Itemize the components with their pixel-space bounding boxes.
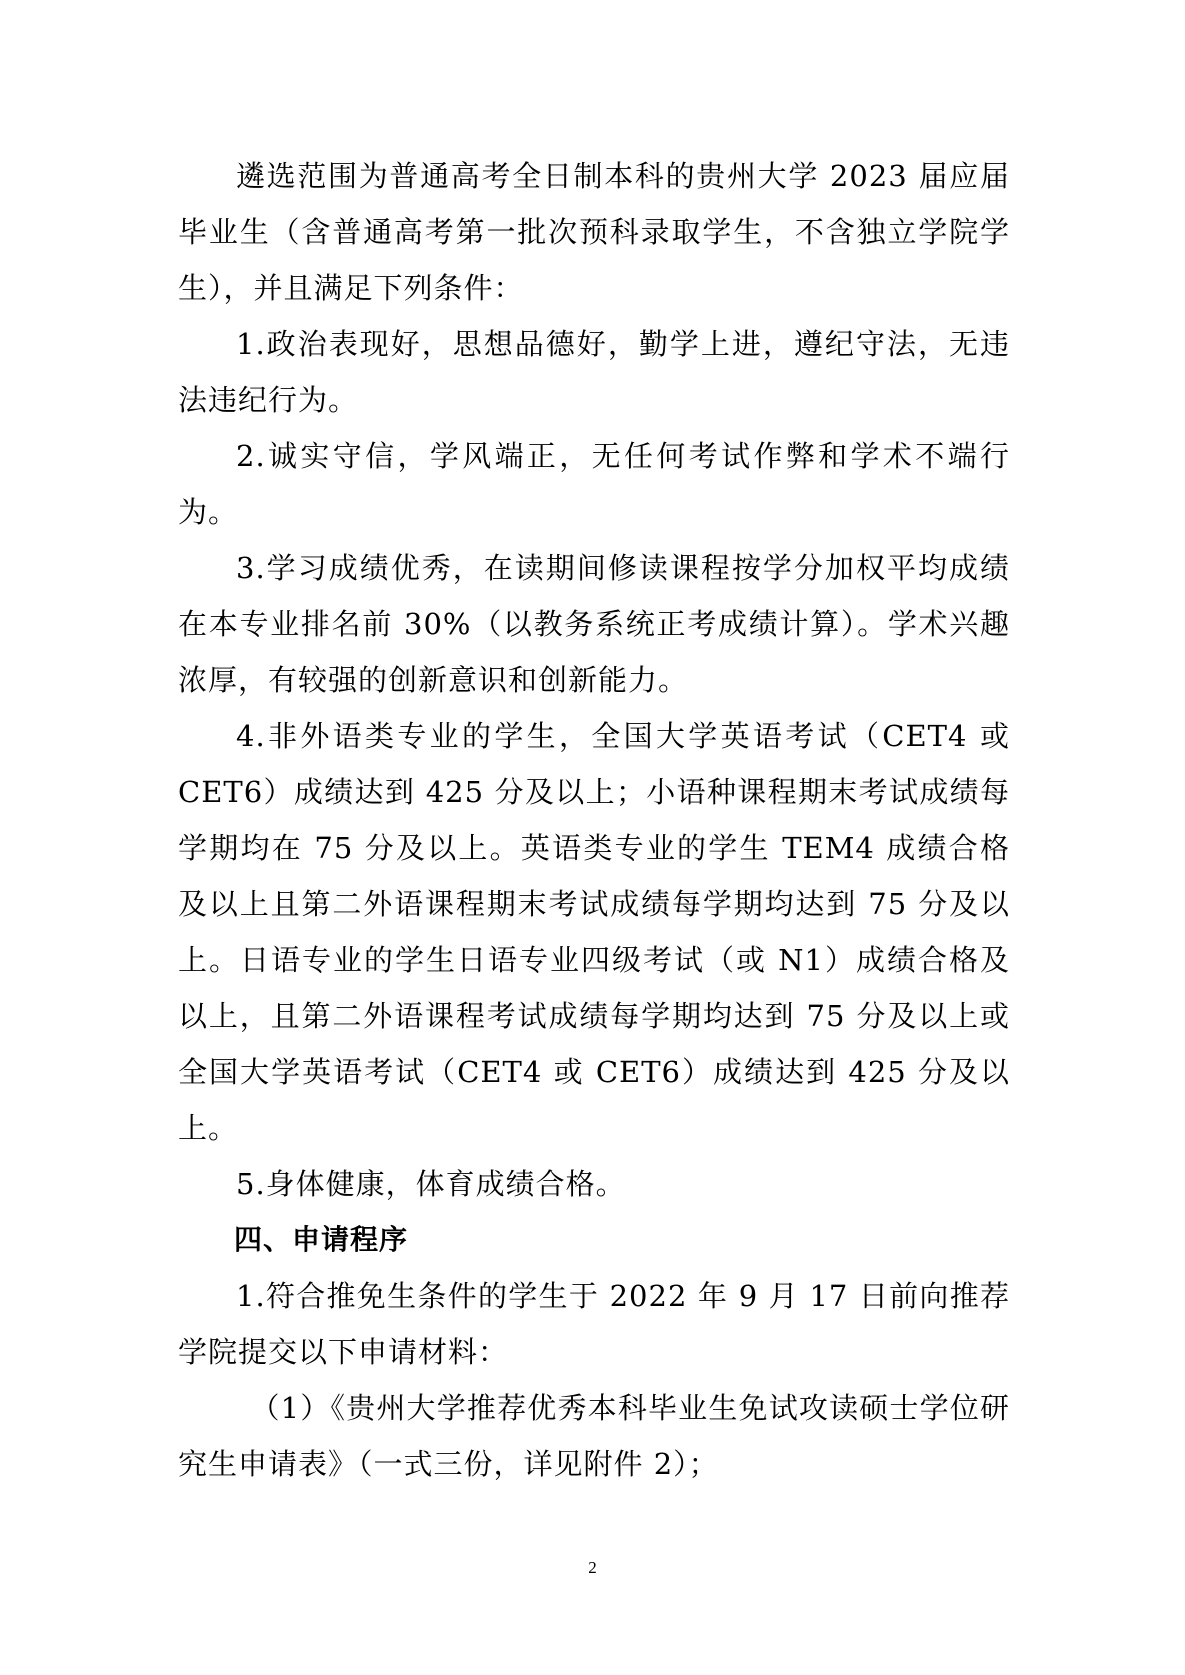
procedure-material-1-paragraph: （1）《贵州大学推荐优秀本科毕业生免试攻读硕士学位研究生申请表》（一式三份，详见附件 2）； xyxy=(178,1391,1010,1481)
page-number: 2 xyxy=(588,1558,597,1577)
eligibility-scope-paragraph: 遴选范围为普通高考全日制本科的贵州大学 2023 届应届毕业生（含普通高考第一批次预科录取学生，不含独立学院学生），并且满足下列条件： xyxy=(178,159,1010,305)
condition-2-paragraph: 2.诚实守信，学风端正，无任何考试作弊和学术不端行为。 xyxy=(178,439,1010,529)
condition-1-paragraph: 1.政治表现好，思想品德好，勤学上进，遵纪守法，无违法违纪行为。 xyxy=(178,327,1010,417)
condition-3-paragraph: 3.学习成绩优秀，在读期间修读课程按学分加权平均成绩在本专业排名前 30%（以教务系统正考成绩计算）。学术兴趣浓厚，有较强的创新意识和创新能力。 xyxy=(178,551,1010,697)
condition-5-paragraph: 5.身体健康，体育成绩合格。 xyxy=(236,1167,626,1201)
condition-4-paragraph: 4.非外语类专业的学生，全国大学英语考试（CET4 或 CET6）成绩达到 425 分及以上；小语种课程期末考试成绩每学期均在 75 分及以上。英语类专业的学生 TEM4 成绩合格及以上且第二外语课程期末考试成绩每学期均达到 75 分及以上。日语专业的学生日语专业四级考试（或 N1）成绩合格及以上，且第二外语课程考试成绩每学期均达到 75 分及以上或全国大学英语考试（CET4 或 CET6）成绩达到 425 分及以上。 xyxy=(178,719,1010,1145)
procedure-step-1-paragraph: 1.符合推免生条件的学生于 2022 年 9 月 17 日前向推荐学院提交以下申请材料： xyxy=(178,1279,1010,1369)
document-body xyxy=(178,148,1010,1492)
section-heading-application-procedure: 四、申请程序 xyxy=(234,1223,409,1256)
